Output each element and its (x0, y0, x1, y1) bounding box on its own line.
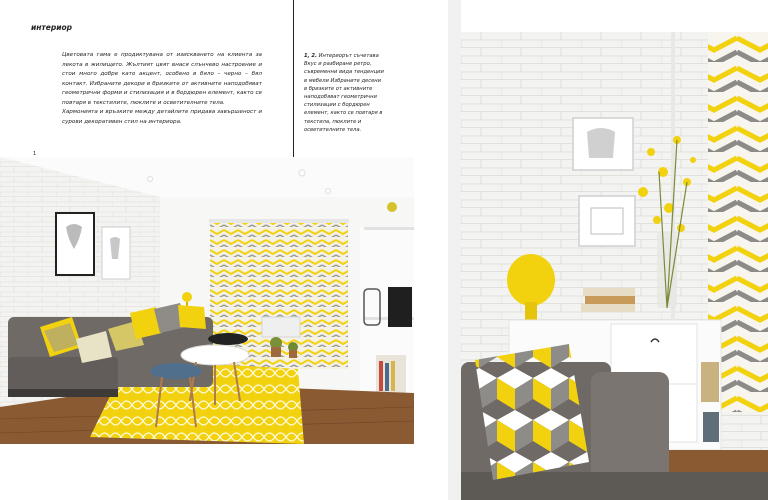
body-text (62, 51, 262, 127)
body-paragraph: Хармонията и връзките между детайлите придава завършеност и сурови декоративен стил на интериора. (62, 109, 262, 125)
body-paragraph: Цветовата гама е продиктувана от изискването на клиента за лекота в жилището. Жълтият цвят внася слънчево настроение и стои много добре като акцент, особено в бяло – черно – бял контакт. Избраните декори в бризките от активните наподобяват геометрични форми и стилизация и в бордюрен елемент, както се повтаря в текстилите, пюклите и осветителните тела. (62, 52, 262, 106)
caption-text: Интериорът съчетава Вкус и разбиране ретро, съвременни вида тенденции в мебели Избраните десени в бризките от активните наподобяват геометрични стилизации с бордюрен елемент, както се повтаря в текстила, пюклите и осветителните тела. (304, 53, 384, 133)
photo-number: 1 (33, 151, 37, 157)
photo-caption (304, 52, 384, 134)
page-gutter (448, 0, 461, 500)
living-room-photo (0, 157, 414, 444)
column-divider (293, 0, 294, 158)
caption-lead: 1, 2. (304, 53, 317, 59)
section-label: интериор (31, 23, 73, 32)
sofa-corner-photo (461, 32, 768, 500)
